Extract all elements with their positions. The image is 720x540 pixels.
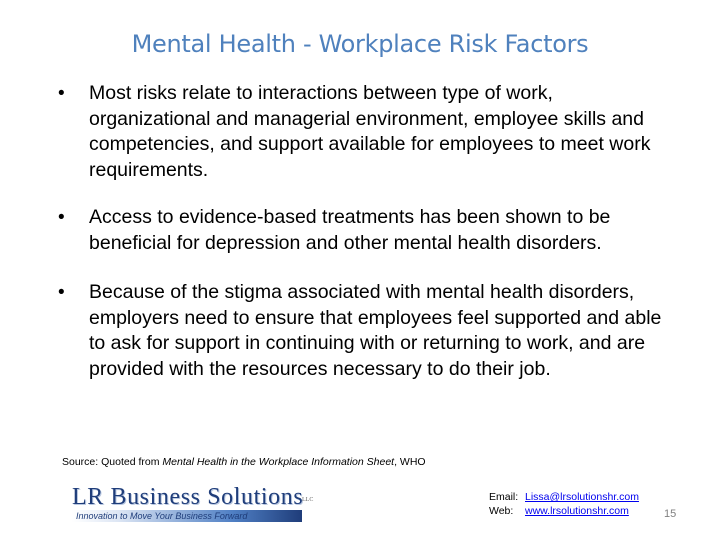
bullet-text: Because of the stigma associated with mental health disorders, employers need to ensure that employees feel supported and able to ask for support in continuing with or returning to work, and are provided with the resources necessary to do their job. bbox=[89, 281, 662, 380]
email-link[interactable]: Lissa@lrsolutionshr.com bbox=[525, 491, 639, 503]
email-label: Email: bbox=[489, 491, 519, 503]
source-citation bbox=[62, 456, 426, 468]
logo-tagline: Innovation to Move Your Business Forward bbox=[76, 511, 248, 521]
bullet-list bbox=[58, 81, 668, 382]
bullet-text: Most risks relate to interactions between type of work, organizational and managerial environment, employee skills and competencies, and support available for employees to meet work requirements. bbox=[89, 82, 651, 181]
bullet-item bbox=[58, 81, 668, 183]
logo-suffix: LLC bbox=[302, 497, 314, 503]
page-number: 15 bbox=[664, 508, 677, 520]
slide-title: Mental Health - Workplace Risk Factors bbox=[131, 30, 589, 58]
source-suffix: , WHO bbox=[394, 456, 426, 468]
email-row bbox=[489, 490, 639, 504]
bullet-icon: • bbox=[58, 83, 65, 104]
source-prefix: Source: Quoted from bbox=[62, 456, 163, 468]
web-label: Web: bbox=[489, 505, 514, 517]
source-title: Mental Health in the Workplace Information Sheet bbox=[162, 456, 395, 468]
bullet-icon: • bbox=[58, 207, 65, 228]
bullet-text: Access to evidence-based treatments has been shown to be beneficial for depression and other mental health disorders. bbox=[89, 206, 611, 254]
bullet-icon: • bbox=[58, 282, 65, 303]
bullet-item bbox=[58, 205, 668, 256]
web-row bbox=[489, 504, 639, 518]
bullet-item bbox=[58, 280, 668, 382]
logo-name: LR Business Solutions bbox=[72, 484, 304, 510]
web-link[interactable]: www.lrsolutionshr.com bbox=[525, 505, 629, 517]
company-logo bbox=[72, 484, 322, 524]
contact-info bbox=[489, 490, 639, 518]
